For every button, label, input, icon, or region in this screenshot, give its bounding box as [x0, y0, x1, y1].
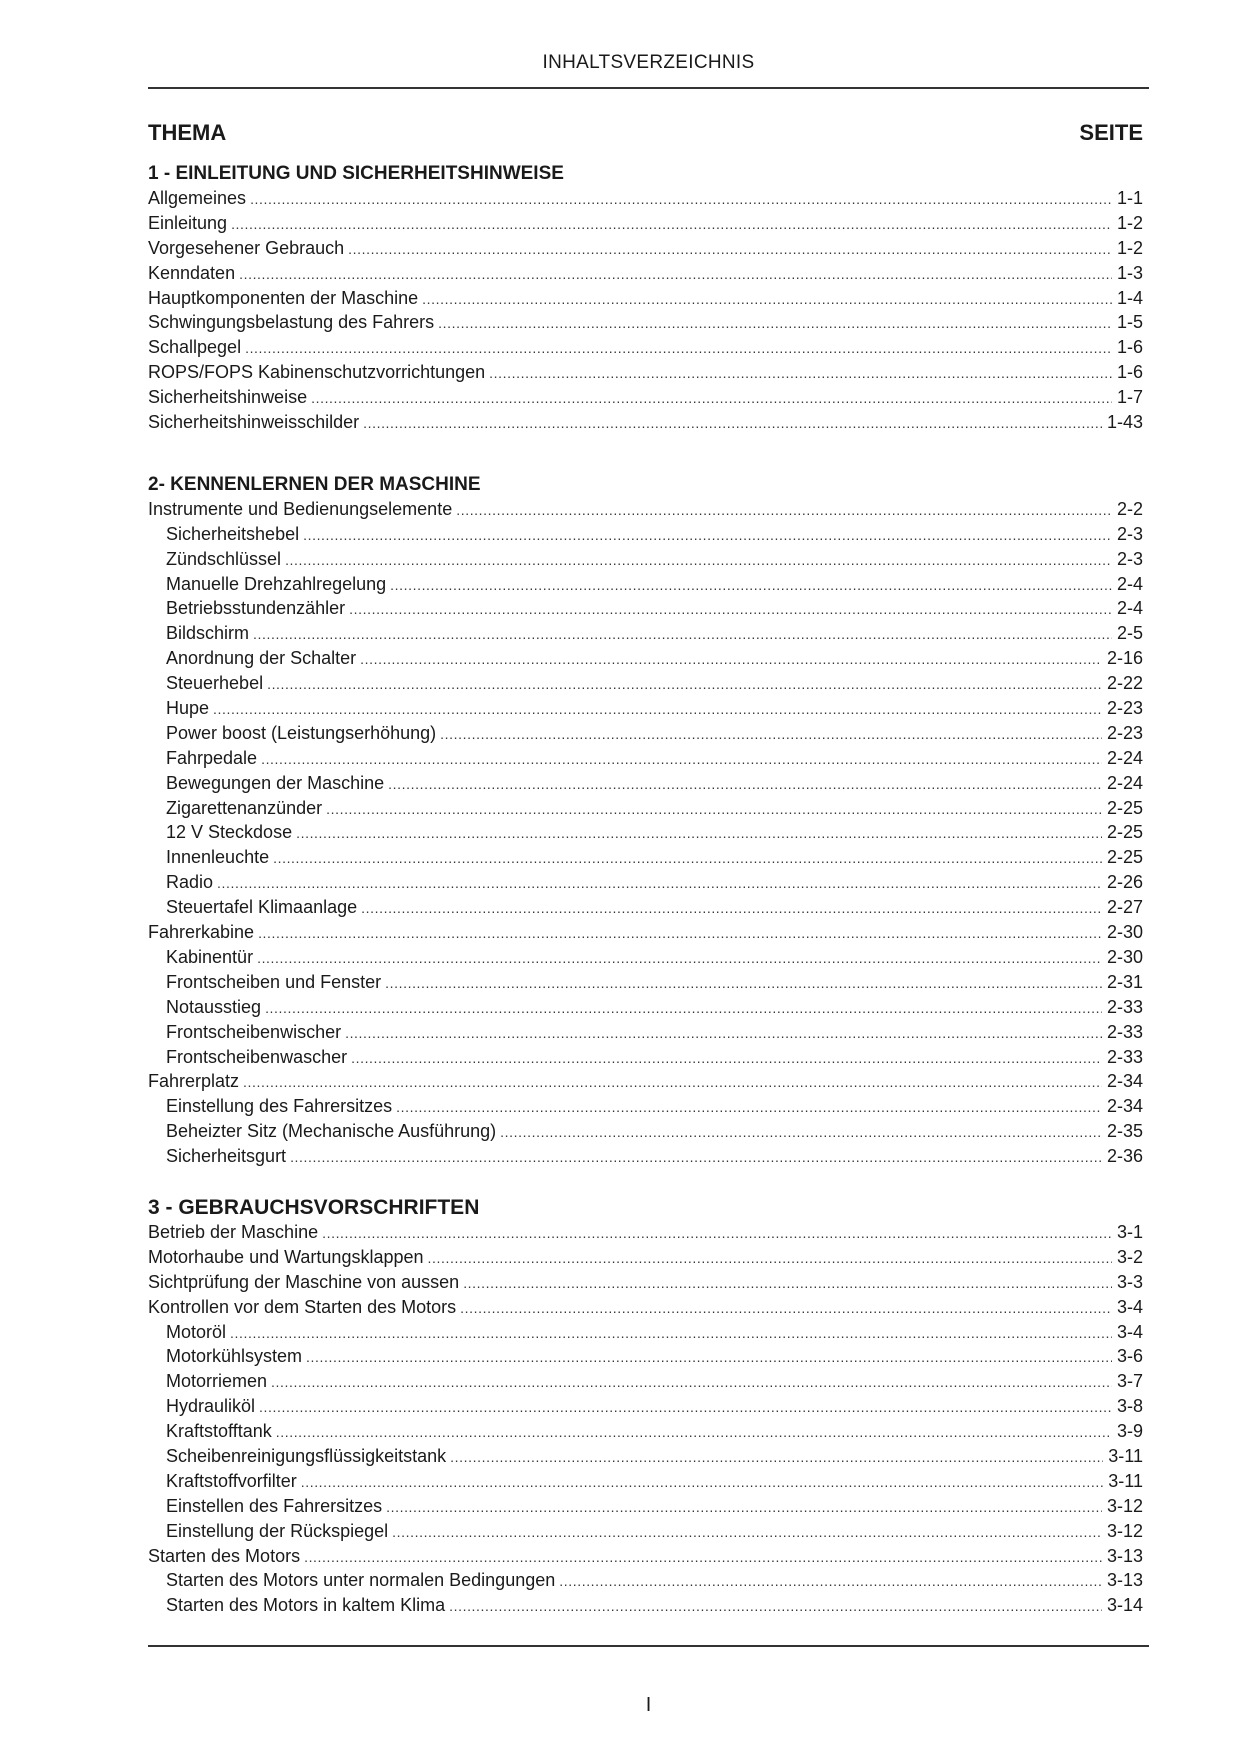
toc-entry[interactable]	[148, 261, 1143, 286]
toc-entry[interactable]	[148, 995, 1143, 1020]
toc-entry-page: 3-12	[1106, 1520, 1143, 1541]
toc-entry-page: 2-26	[1106, 872, 1143, 893]
column-heading-page: SEITE	[1079, 120, 1143, 145]
dot-leader	[456, 498, 1112, 523]
section-title: 3 - GEBRAUCHSVORSCHRIFTEN	[148, 1195, 480, 1219]
toc-entry-label: Instrumente und Bedienungselemente	[148, 498, 453, 519]
toc-entry-label: Radio	[166, 872, 214, 893]
toc-entry-label: Fahrerkabine	[148, 922, 255, 943]
toc-entry-page: 1-5	[1116, 312, 1143, 333]
toc-entry[interactable]	[148, 1270, 1143, 1295]
toc-entry[interactable]	[148, 920, 1143, 945]
section-title: 2- KENNENLERNEN DER MASCHINE	[148, 473, 481, 495]
section-title: 1 - EINLEITUNG UND SICHERHEITSHINWEISE	[148, 163, 564, 184]
dot-leader	[422, 287, 1112, 312]
toc-entry-label: Kenndaten	[148, 262, 236, 283]
toc-entry-page: 1-7	[1116, 387, 1143, 408]
document-header: INHALTSVERZEICHNIS	[542, 52, 755, 73]
toc-entry-page: 2-22	[1106, 673, 1143, 694]
toc-entry-label: Frontscheibenwischer	[166, 1021, 342, 1042]
toc-entry-label: Steuertafel Klimaanlage	[166, 897, 358, 918]
dot-leader	[361, 896, 1102, 921]
toc-entry[interactable]	[148, 1419, 1143, 1444]
dot-leader	[386, 1495, 1102, 1520]
dot-leader	[271, 1370, 1112, 1395]
toc-entry-page: 2-33	[1106, 996, 1143, 1017]
dot-leader	[311, 386, 1112, 411]
toc-entry-page: 2-4	[1116, 573, 1143, 594]
toc-entry[interactable]	[148, 1144, 1143, 1169]
toc-entry[interactable]	[148, 1119, 1143, 1144]
toc-entry-label: Frontscheiben und Fenster	[166, 971, 382, 992]
dot-leader	[351, 1046, 1102, 1071]
toc-entry[interactable]	[148, 1320, 1143, 1345]
dot-leader	[230, 1321, 1112, 1346]
toc-entry-label: Zündschlüssel	[166, 548, 282, 569]
toc-entry-label: Beheizter Sitz (Mechanische Ausführung)	[166, 1121, 497, 1142]
dot-leader	[396, 1095, 1102, 1120]
toc-entry[interactable]	[148, 1369, 1143, 1394]
toc-entry[interactable]	[148, 1494, 1143, 1519]
toc-entry-page: 2-33	[1106, 1046, 1143, 1067]
dot-leader	[390, 573, 1112, 598]
toc-entry[interactable]	[148, 186, 1143, 211]
toc-entry-page: 1-1	[1116, 188, 1143, 208]
toc-entry[interactable]	[148, 771, 1143, 796]
toc-entry[interactable]	[148, 1394, 1143, 1419]
toc-entry-label: Sicherheitsgurt	[166, 1146, 287, 1167]
toc-entry-label: Steuerhebel	[166, 673, 264, 694]
toc-entry-label: Kabinentür	[166, 946, 254, 967]
toc-entry-page: 3-6	[1116, 1346, 1143, 1367]
dot-leader	[392, 1520, 1102, 1545]
dot-leader	[363, 411, 1102, 436]
toc-entry-label: Starten des Motors unter normalen Bedingungen	[166, 1570, 556, 1591]
toc-entry[interactable]	[148, 845, 1143, 870]
dot-leader	[349, 597, 1112, 622]
toc-entry-page: 1-2	[1116, 237, 1143, 258]
toc-entry[interactable]	[148, 522, 1143, 547]
toc-entry[interactable]	[148, 1094, 1143, 1119]
toc-entry-label: Kontrollen vor dem Starten des Motors	[148, 1296, 457, 1317]
toc-entry[interactable]	[148, 1344, 1143, 1369]
toc-entry[interactable]	[148, 547, 1143, 572]
toc-entry-page: 2-3	[1116, 548, 1143, 569]
toc-entry-label: 12 V Steckdose	[166, 822, 293, 843]
dot-leader	[231, 212, 1112, 237]
toc-entry-page: 2-23	[1106, 722, 1143, 743]
footer-rule	[148, 1645, 1149, 1647]
dot-leader	[243, 1070, 1102, 1095]
toc-entry[interactable]	[148, 820, 1143, 845]
toc-entry[interactable]	[148, 696, 1143, 721]
toc-entry-label: Kraftstoffvorfilter	[166, 1470, 297, 1491]
dot-leader	[301, 1470, 1104, 1495]
toc-entry-label: Bewegungen der Maschine	[166, 772, 385, 793]
toc-entry-page: 2-3	[1116, 523, 1143, 544]
toc-entry-page: 3-11	[1108, 1445, 1143, 1466]
toc-entry-label: Motorkühlsystem	[166, 1346, 303, 1367]
toc-entry-page: 2-2	[1116, 498, 1143, 519]
dot-leader	[259, 1395, 1112, 1420]
toc-entry-page: 2-24	[1106, 747, 1143, 768]
toc-entry-page: 1-43	[1106, 412, 1143, 433]
toc-entry-page: 2-25	[1106, 797, 1143, 818]
table-of-contents	[148, 160, 1143, 1618]
toc-entry-label: ROPS/FOPS Kabinenschutzvorrichtungen	[148, 362, 486, 383]
toc-entry-label: Einleitung	[148, 212, 228, 233]
toc-entry[interactable]	[148, 671, 1143, 696]
toc-entry-label: Motoröl	[166, 1321, 227, 1342]
toc-entry-label: Sicherheitshebel	[166, 523, 300, 544]
toc-entry-label: Sicherheitshinweise	[148, 387, 308, 408]
toc-entry-label: Einstellung der Rückspiegel	[166, 1520, 389, 1541]
toc-entry-label: Kraftstofftank	[166, 1421, 272, 1442]
toc-entry-label: Einstellen des Fahrersitzes	[166, 1495, 383, 1516]
toc-entry-page: 2-25	[1106, 822, 1143, 843]
toc-entry[interactable]	[148, 335, 1143, 360]
document-page	[148, 0, 1149, 1755]
toc-entry-label: Schallpegel	[148, 337, 242, 358]
dot-leader	[258, 921, 1102, 946]
toc-entry[interactable]	[148, 1045, 1143, 1070]
dot-leader	[463, 1271, 1112, 1296]
dot-leader	[489, 361, 1112, 386]
dot-leader	[388, 772, 1102, 797]
toc-entry-label: Einstellung des Fahrersitzes	[166, 1096, 393, 1117]
toc-entry[interactable]	[148, 646, 1143, 671]
toc-entry-label: Manuelle Drehzahlregelung	[166, 573, 387, 594]
toc-entry[interactable]	[148, 895, 1143, 920]
toc-entry-page: 2-16	[1106, 648, 1143, 669]
toc-entry-page: 3-12	[1106, 1495, 1143, 1516]
toc-entry[interactable]	[148, 1593, 1143, 1618]
dot-leader	[296, 821, 1102, 846]
toc-entry-label: Sichtprüfung der Maschine von aussen	[148, 1271, 460, 1292]
toc-entry-page: 2-35	[1106, 1121, 1143, 1142]
toc-entry-page: 1-3	[1116, 262, 1143, 283]
dot-leader	[348, 237, 1112, 262]
dot-leader	[460, 1296, 1112, 1321]
toc-entry-page: 1-6	[1116, 362, 1143, 383]
dot-leader	[304, 1545, 1102, 1570]
toc-entry[interactable]	[148, 1544, 1143, 1569]
dot-leader	[440, 722, 1102, 747]
toc-entry-label: Fahrerplatz	[148, 1071, 240, 1092]
toc-entry[interactable]	[148, 945, 1143, 970]
toc-entry-page: 2-5	[1116, 623, 1143, 644]
dot-leader	[360, 647, 1102, 672]
dot-leader	[385, 971, 1102, 996]
toc-entry-label: Motorriemen	[166, 1371, 268, 1392]
toc-entry-label: Schwingungsbelastung des Fahrers	[148, 312, 435, 333]
toc-entry[interactable]	[148, 385, 1143, 410]
toc-entry-label: Fahrpedale	[166, 747, 258, 768]
toc-entry[interactable]	[148, 310, 1143, 335]
toc-entry-label: Betriebsstundenzähler	[166, 598, 346, 619]
toc-entry[interactable]	[148, 621, 1143, 646]
toc-entry[interactable]	[148, 286, 1143, 311]
toc-entry[interactable]	[148, 497, 1143, 522]
toc-entry[interactable]	[148, 1519, 1143, 1544]
toc-entry-page: 1-4	[1116, 287, 1143, 308]
toc-entry[interactable]	[148, 1069, 1143, 1094]
toc-entry-label: Motorhaube und Wartungsklappen	[148, 1246, 424, 1267]
toc-entry-label: Vorgesehener Gebrauch	[148, 237, 345, 258]
dot-leader	[322, 1221, 1112, 1246]
toc-entry-label: Anordnung der Schalter	[166, 648, 357, 669]
dot-leader	[285, 548, 1112, 573]
toc-entry-label: Hauptkomponenten der Maschine	[148, 287, 419, 308]
toc-entry-page: 3-2	[1116, 1246, 1143, 1267]
toc-entry-page: 2-30	[1106, 946, 1143, 967]
toc-entry[interactable]	[148, 360, 1143, 385]
toc-entry-page: 1-6	[1116, 337, 1143, 358]
toc-entry[interactable]	[148, 1444, 1143, 1469]
dot-leader	[261, 747, 1102, 772]
dot-leader	[450, 1445, 1103, 1470]
toc-entry-page: 2-27	[1106, 897, 1143, 918]
dot-leader	[559, 1569, 1102, 1594]
toc-entry-page: 3-8	[1116, 1396, 1143, 1417]
toc-entry-page: 3-11	[1108, 1470, 1143, 1491]
toc-entry-label: Power boost (Leistungserhöhung)	[166, 722, 437, 743]
dot-leader	[217, 871, 1102, 896]
dot-leader	[306, 1345, 1112, 1370]
dot-leader	[438, 311, 1112, 336]
toc-entry-page: 2-25	[1106, 847, 1143, 868]
dot-leader	[213, 697, 1102, 722]
toc-entry-label: Bildschirm	[166, 623, 250, 644]
toc-entry-page: 2-24	[1106, 772, 1143, 793]
dot-leader	[253, 622, 1112, 647]
toc-entry-page: 3-9	[1116, 1421, 1143, 1442]
toc-entry[interactable]	[148, 211, 1143, 236]
dot-leader	[250, 187, 1112, 212]
toc-entry[interactable]	[148, 1295, 1143, 1320]
toc-entry[interactable]	[148, 1220, 1143, 1245]
toc-entry[interactable]	[148, 410, 1143, 435]
toc-entry[interactable]	[148, 1568, 1143, 1593]
toc-entry-label: Hydrauliköl	[166, 1396, 256, 1417]
dot-leader	[290, 1145, 1102, 1170]
dot-leader	[265, 996, 1102, 1021]
toc-entry-page: 3-3	[1116, 1271, 1143, 1292]
dot-leader	[267, 672, 1102, 697]
toc-entry[interactable]	[148, 236, 1143, 261]
toc-entry-label: Zigarettenanzünder	[166, 797, 323, 818]
toc-entry-page: 3-1	[1116, 1221, 1143, 1242]
dot-leader	[276, 1420, 1112, 1445]
toc-entry[interactable]	[148, 1245, 1143, 1270]
header-rule	[148, 87, 1149, 89]
toc-entry-page: 2-33	[1106, 1021, 1143, 1042]
column-heading-topic: THEMA	[148, 120, 227, 145]
toc-entry-page: 2-30	[1106, 922, 1143, 943]
toc-entry-page: 2-34	[1106, 1071, 1143, 1092]
toc-entry[interactable]	[148, 1469, 1143, 1494]
dot-leader	[239, 262, 1112, 287]
toc-entry-page: 3-7	[1116, 1371, 1143, 1392]
toc-entry[interactable]	[148, 721, 1143, 746]
toc-entry-page: 3-14	[1106, 1595, 1143, 1616]
toc-entry-page: 3-13	[1106, 1570, 1143, 1591]
toc-entry-label: Allgemeines	[148, 188, 247, 208]
dot-leader	[257, 946, 1102, 971]
dot-leader	[303, 523, 1112, 548]
toc-entry-page: 3-4	[1116, 1296, 1143, 1317]
dot-leader	[326, 797, 1102, 822]
toc-entry[interactable]	[148, 572, 1143, 597]
toc-entry[interactable]	[148, 1020, 1143, 1045]
toc-entry-page: 1-2	[1116, 212, 1143, 233]
toc-entry-page: 3-4	[1116, 1321, 1143, 1342]
toc-entry-page: 2-23	[1106, 698, 1143, 719]
toc-entry[interactable]	[148, 870, 1143, 895]
toc-entry-page: 2-4	[1116, 598, 1143, 619]
toc-entry-page: 2-34	[1106, 1096, 1143, 1117]
toc-entry-label: Sicherheitshinweisschilder	[148, 412, 360, 433]
toc-entry-label: Notausstieg	[166, 996, 262, 1017]
dot-leader	[428, 1246, 1112, 1271]
dot-leader	[273, 846, 1102, 871]
toc-entry[interactable]	[148, 970, 1143, 995]
toc-entry-label: Frontscheibenwascher	[166, 1046, 348, 1067]
toc-entry-page: 2-31	[1106, 971, 1143, 992]
dot-leader	[449, 1594, 1102, 1619]
toc-entry-label: Scheibenreinigungsflüssigkeitstank	[166, 1445, 447, 1466]
toc-entry-label: Starten des Motors	[148, 1545, 301, 1566]
toc-entry[interactable]	[148, 596, 1143, 621]
toc-entry-label: Starten des Motors in kaltem Klima	[166, 1595, 446, 1616]
toc-entry-label: Innenleuchte	[166, 847, 270, 868]
toc-entry-label: Hupe	[166, 698, 210, 719]
toc-entry-label: Betrieb der Maschine	[148, 1221, 319, 1242]
dot-leader	[500, 1120, 1102, 1145]
toc-entry-page: 2-36	[1106, 1146, 1143, 1167]
page-number: I	[645, 1694, 652, 1716]
toc-entry[interactable]	[148, 746, 1143, 771]
dot-leader	[245, 336, 1112, 361]
toc-entry-page: 3-13	[1106, 1545, 1143, 1566]
dot-leader	[345, 1021, 1102, 1046]
toc-entry[interactable]	[148, 796, 1143, 821]
